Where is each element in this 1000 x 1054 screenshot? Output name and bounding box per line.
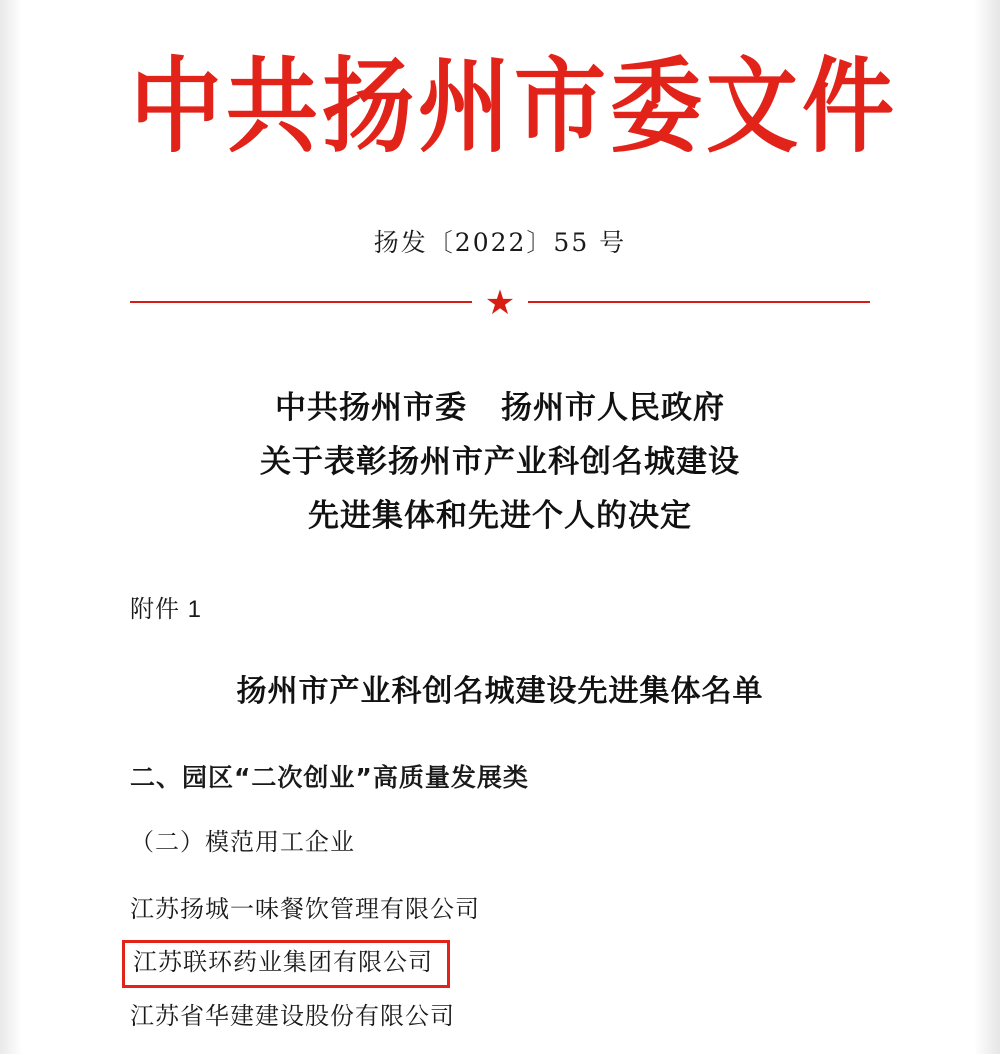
list-item: 江苏省华建建设股份有限公司 xyxy=(130,1003,455,1031)
document-number: 扬发〔2022〕55 号 xyxy=(373,227,627,257)
highlighted-entry-row xyxy=(130,934,870,994)
title-line-3: 先进集体和先进个人的决定 xyxy=(308,498,692,535)
section-heading: 二、园区“二次创业”高质量发展类 xyxy=(130,763,529,793)
star-icon: ★ xyxy=(472,283,528,323)
red-separator-rule xyxy=(130,283,870,322)
title-line-1 xyxy=(130,381,870,435)
attachment-label: 附件 1 xyxy=(130,596,203,624)
document-masthead: 中共扬州市委文件 xyxy=(130,47,899,167)
list-title: 扬州市产业科创名城建设先进集体名单 xyxy=(236,674,764,710)
title-line-2: 关于表彰扬州市产业科创名城建设 xyxy=(260,443,740,480)
title-issuer-government: 扬州市人民政府 xyxy=(501,389,725,426)
document-title-block xyxy=(130,381,870,544)
list-item: 江苏扬城一味餐饮管理有限公司 xyxy=(130,896,480,924)
title-issuer-party: 中共扬州市委 xyxy=(275,389,467,426)
list-item-highlighted: 江苏联环药业集团有限公司 xyxy=(122,940,450,988)
entry-list xyxy=(130,887,870,1041)
sub-heading: （二）模范用工企业 xyxy=(130,829,355,857)
